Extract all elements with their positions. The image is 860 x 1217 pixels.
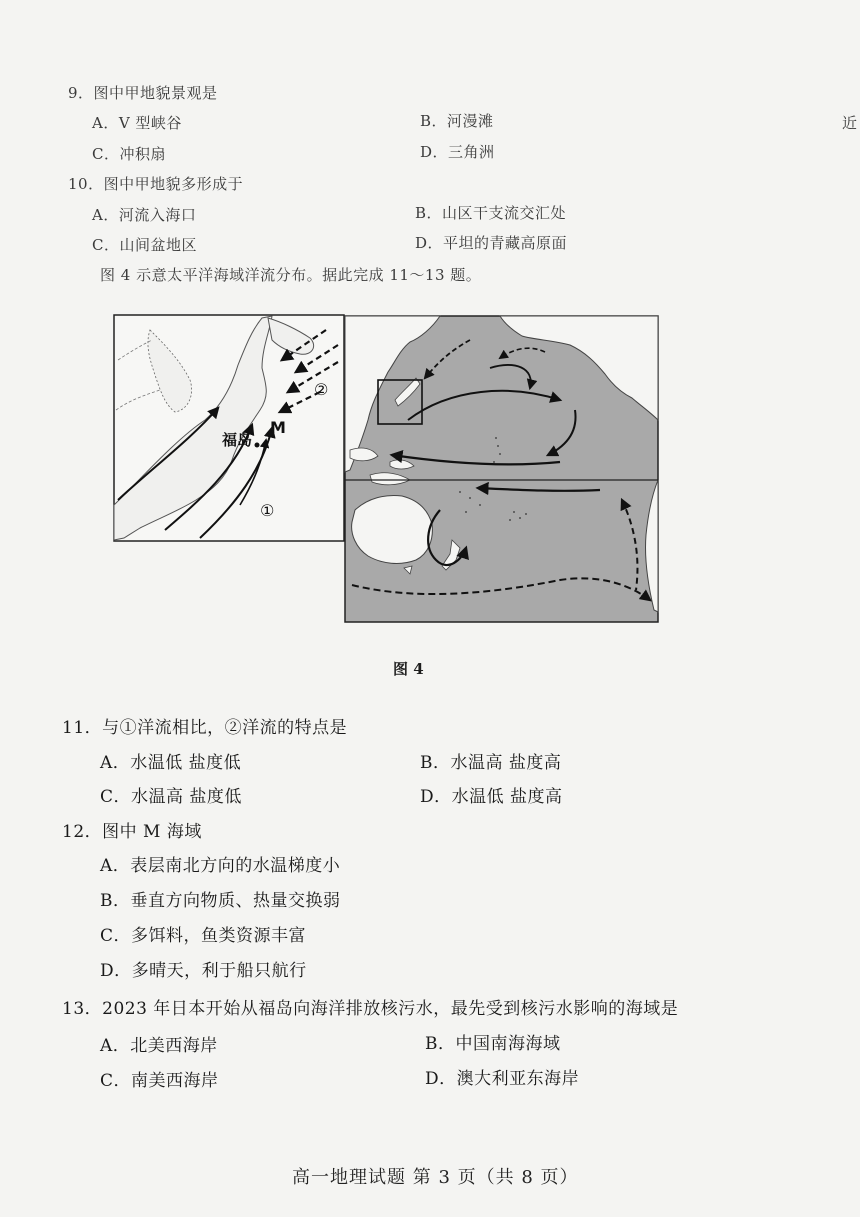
- q9-option-b: B．河漫滩: [420, 112, 494, 130]
- q12-option-a: A．表层南北方向的水温梯度小: [100, 856, 341, 876]
- figure-caption: 图 4: [393, 660, 424, 678]
- label-m: M: [270, 418, 286, 437]
- q13-option-b: B．中国南海海域: [425, 1034, 561, 1054]
- q12-stem: 12．图中 M 海域: [62, 822, 202, 842]
- q13-stem: 13．2023 年日本开始从福岛向海洋排放核污水，最先受到核污水影响的海域是: [62, 999, 679, 1019]
- q12-option-c: C．多饵料，鱼类资源丰富: [100, 926, 307, 946]
- q11-option-a: A．水温低 盐度低: [100, 753, 242, 773]
- ocean-current-figure: [100, 300, 680, 635]
- q9-option-c: C．冲积扇: [92, 145, 166, 163]
- intro-text: 图 4 示意太平洋海域洋流分布。据此完成 11～13 题。: [100, 266, 482, 284]
- margin-char: 近: [842, 114, 858, 132]
- q10-option-b: B．山区干支流交汇处: [415, 204, 567, 222]
- q10-option-a: A．河流入海口: [92, 206, 197, 224]
- q10-option-c: C．山间盆地区: [92, 236, 197, 254]
- label-fukushima: 福岛: [222, 431, 253, 449]
- q9-stem: 9．图中甲地貌景观是: [68, 84, 218, 102]
- q13-option-d: D．澳大利亚东海岸: [425, 1069, 580, 1089]
- q9-option-d: D．三角洲: [420, 143, 495, 161]
- fukushima-dot: [255, 443, 260, 448]
- q13-option-a: A．北美西海岸: [100, 1036, 218, 1056]
- label-current-2: ②: [314, 380, 329, 399]
- q11-option-d: D．水温低 盐度高: [420, 787, 563, 807]
- label-current-1: ①: [260, 501, 275, 520]
- q11-stem: 11．与①洋流相比，②洋流的特点是: [62, 718, 348, 738]
- page-footer: 高一地理试题 第 3 页（共 8 页）: [292, 1167, 579, 1188]
- q11-option-b: B．水温高 盐度高: [420, 753, 562, 773]
- q12-option-b: B．垂直方向物质、热量交换弱: [100, 891, 341, 911]
- q13-option-c: C．南美西海岸: [100, 1071, 219, 1091]
- q12-option-d: D．多晴天，利于船只航行: [100, 961, 307, 981]
- q10-stem: 10．图中甲地貌多形成于: [68, 175, 244, 193]
- australia-landmass: [352, 496, 433, 564]
- q9-option-a: A．V 型峡谷: [92, 114, 182, 132]
- q10-option-d: D．平坦的青藏高原面: [415, 234, 568, 252]
- q11-option-c: C．水温高 盐度低: [100, 787, 242, 807]
